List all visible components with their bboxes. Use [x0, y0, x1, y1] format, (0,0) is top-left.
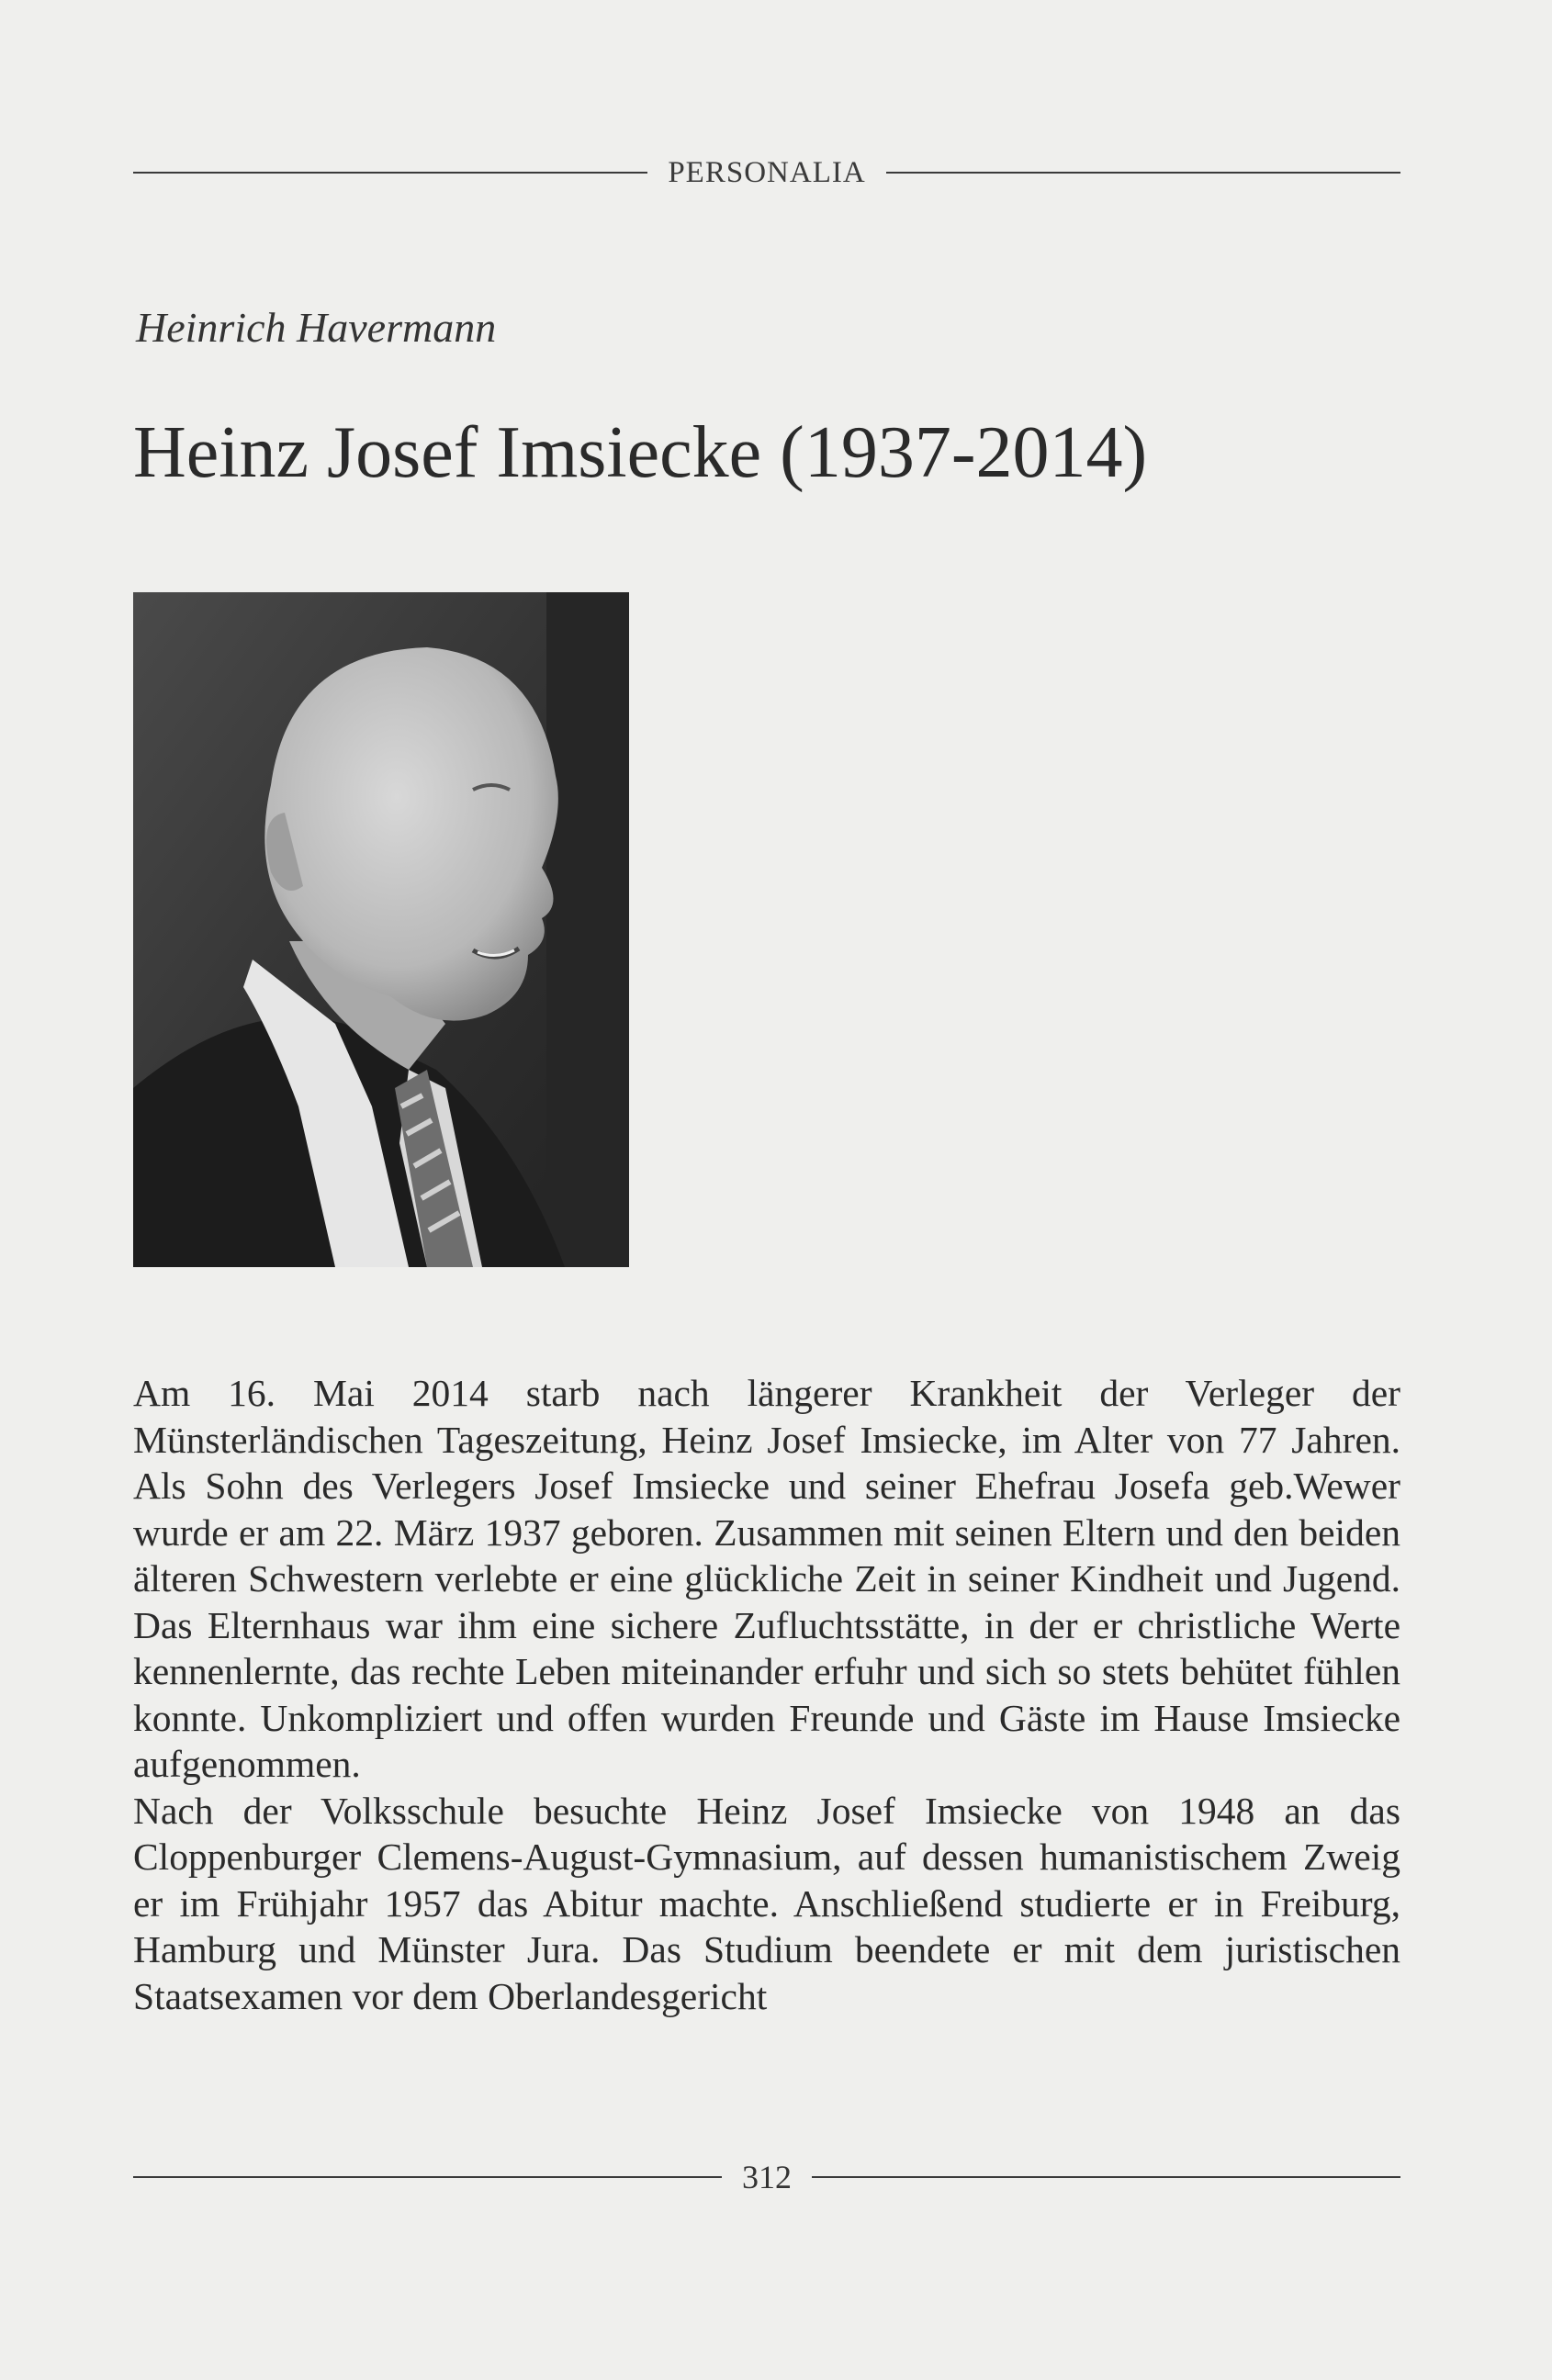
page-number: 312 [742, 2159, 792, 2195]
header-rule-right [886, 172, 1400, 174]
section-label: PERSONALIA [668, 155, 866, 189]
article-author: Heinrich Havermann [136, 304, 497, 351]
footer-rule-right [812, 2176, 1400, 2178]
page-footer [133, 2156, 1400, 2198]
paragraph-2: Nach der Volksschule besuchte Heinz Josef Imsiecke von 1948 an das Cloppenburger Clemens-August-Gymnasium, auf dessen humanistischem Zweig er im Frühjahr 1957 das Abitur machte. Anschließend studierte er in Freiburg, Hamburg und Münster Jura. Das Studium beendete er mit dem juristischen Staatsexamen vor dem Oberlandesgericht [133, 1789, 1400, 2017]
running-head [133, 152, 1400, 194]
header-rule-left [133, 172, 647, 174]
article-body [133, 1370, 1400, 2019]
paragraph-1: Am 16. Mai 2014 starb nach längerer Krankheit der Verleger der Münsterländischen Tageszeitung, Heinz Josef Imsiecke, im Alter von 77 Jahren. Als Sohn des Verlegers Josef Imsiecke und seiner Ehefrau Josefa geb.Wewer wurde er am 22. März 1937 geboren. Zusammen mit seinen Eltern und den beiden älteren Schwestern verlebte er eine glückliche Zeit in seiner Kindheit und Jugend. Das Elternhaus war ihm eine sichere Zufluchtsstätte, in der er christliche Werte kennenlernte, das rechte Leben miteinander erfuhr und sich so stets behütet fühlen konnte. Unkompliziert und offen wurden Freunde und Gäste im Hause Imsiecke aufgenommen. [133, 1372, 1400, 1785]
article-title: Heinz Josef Imsiecke (1937-2014) [133, 412, 1148, 493]
footer-rule-left [133, 2176, 722, 2178]
portrait-photo [133, 592, 629, 1267]
